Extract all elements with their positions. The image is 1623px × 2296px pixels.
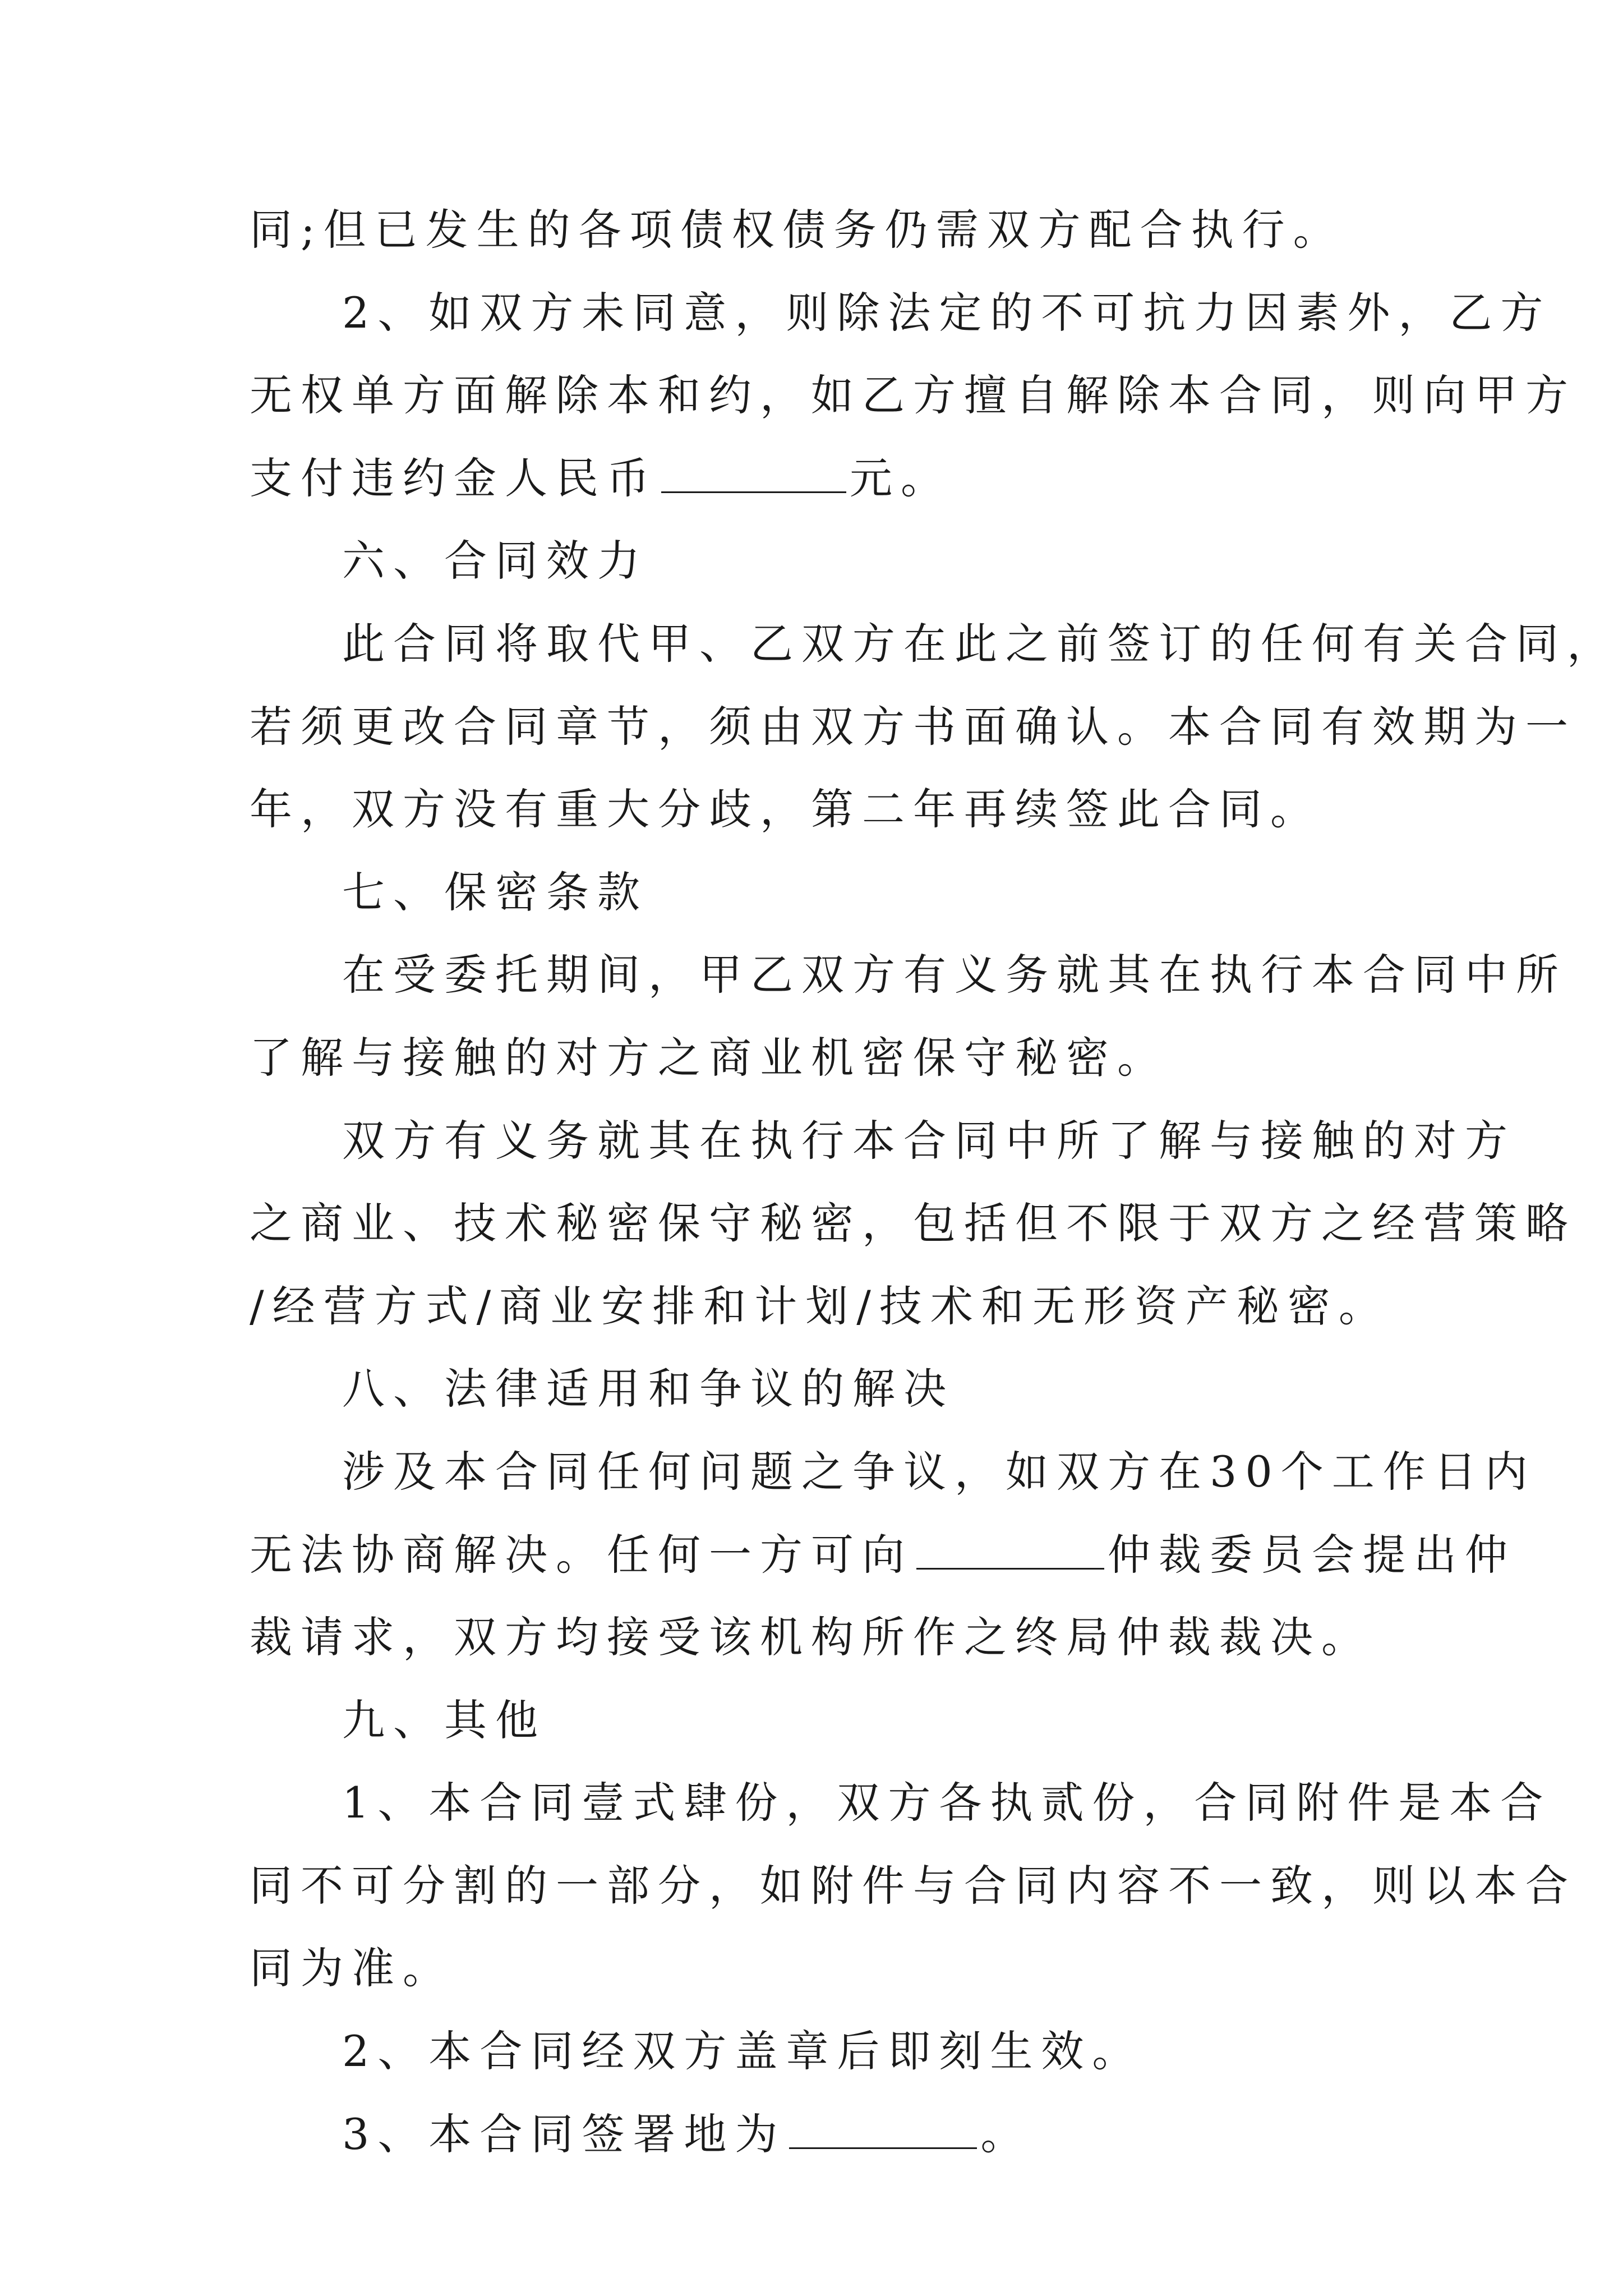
section-6-line-3: 年，双方没有重大分歧，第二年再续签此合同。 [250,784,1321,835]
clause-5-2-line-1: 2、如双方未同意，则除法定的不可抗力因素外，乙方 [342,287,1552,338]
signing-place-text: 3、本合同签署地为 [342,2109,786,2159]
penalty-unit: 元。 [850,453,952,503]
section-8-line-3: 裁请求，双方均接受该机构所作之终局仲裁裁决。 [250,1612,1372,1663]
section-8-line-2 [250,1529,1516,1614]
section-heading-6: 六、合同效力 [342,536,648,586]
section-7-line-5: /经营方式/商业安排和计划/技术和无形资产秘密。 [250,1281,1390,1331]
paragraph-line: 同;但已发生的各项债权债务仍需双方配合执行。 [250,205,1344,255]
penalty-text: 支付违约金人民币 [250,453,658,503]
arbitration-text-end: 仲裁委员会提出仲 [1108,1529,1516,1580]
arbitration-text: 无法协商解决。任何一方可向 [250,1529,913,1580]
signing-place-blank [789,2114,977,2149]
section-8-line-1: 涉及本合同任何问题之争议，如双方在30个工作日内 [342,1446,1536,1497]
section-6-line-2: 若须更改合同章节，须由双方书面确认。本合同有效期为一 [250,701,1576,752]
signing-place-end: 。 [980,2109,1032,2159]
document-page [250,205,1618,2193]
section-6-line-1: 此合同将取代甲、乙双方在此之前签订的任何有关合同， [342,618,1618,669]
section-7-line-4: 之商业、技术秘密保守秘密，包括但不限于双方之经营策略 [250,1198,1576,1249]
arbitration-body-blank [916,1534,1104,1570]
section-9-line-5 [250,2111,1388,2194]
section-9-line-1: 1、本合同壹式肆份，双方各执贰份，合同附件是本合 [342,1778,1552,1828]
section-heading-8: 八、法律适用和争议的解决 [342,1364,955,1414]
section-7-line-1: 在受委托期间，甲乙双方有义务就其在执行本合同中所 [342,950,1567,1000]
clause-5-2-line-2: 无权单方面解除本和约，如乙方擅自解除本合同，则向甲方 [250,370,1576,421]
clause-5-2-line-3 [250,455,1388,538]
section-9-line-3: 同为准。 [250,1943,454,1994]
section-7-line-2: 了解与接触的对方之商业机密保守秘密。 [250,1032,1168,1083]
section-heading-7: 七、保密条款 [342,867,648,917]
section-7-line-3: 双方有义务就其在执行本合同中所了解与接触的对方 [342,1115,1516,1166]
penalty-amount-blank [661,458,846,493]
section-9-line-4: 2、本合同经双方盖章后即刻生效。 [342,2026,1144,2077]
section-9-line-2: 同不可分割的一部分，如附件与合同内容不一致，则以本合 [250,1860,1576,1911]
section-heading-9: 九、其他 [342,1695,546,1745]
